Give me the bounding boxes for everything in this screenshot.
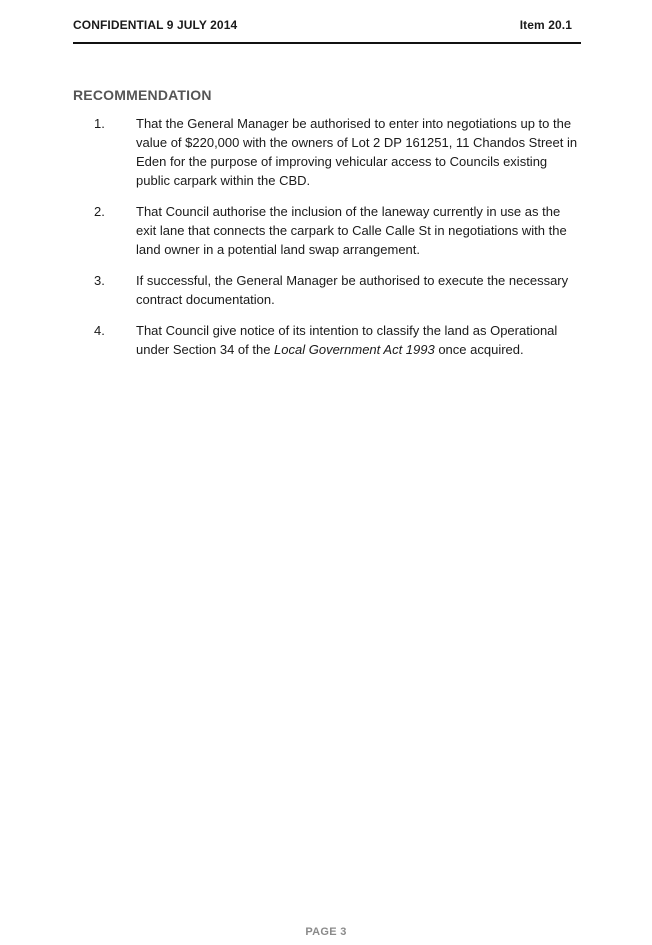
recommendation-text-tail: once acquired. <box>434 342 524 357</box>
recommendation-text: That the General Manager be authorised to enter into negotiations up to the value of $220,000 with the owners of Lot 2 DP 161251, 11 Chandos Street in Eden for the purpose of improving vehicular access to Councils existing public carpark within the CBD. <box>136 116 578 188</box>
header-confidential-date: CONFIDENTIAL 9 JULY 2014 <box>73 18 238 32</box>
recommendation-number: 2. <box>94 204 105 219</box>
recommendation-number: 1. <box>94 116 105 131</box>
recommendation-list <box>73 114 583 371</box>
recommendation-number: 3. <box>94 273 105 288</box>
recommendation-text: If successful, the General Manager be authorised to execute the necessary contract documentation. <box>136 273 569 307</box>
recommendation-item <box>73 114 583 190</box>
header-item-number: Item 20.1 <box>519 18 572 32</box>
recommendation-item <box>73 321 583 359</box>
recommendation-text: That Council authorise the inclusion of the laneway currently in use as the exit lane that connects the carpark to Calle Calle St in negotiations with the land owner in a potential land swap arrangement. <box>136 204 567 257</box>
recommendation-text <box>136 321 583 359</box>
recommendation-item <box>73 202 583 259</box>
recommendation-item <box>73 271 583 309</box>
recommendation-text-lead: That Council give notice of its intention to classify the land as Operational under Section 34 of the <box>136 323 558 357</box>
page-number: PAGE 3 <box>305 926 347 938</box>
recommendation-number: 4. <box>94 323 105 338</box>
page-header <box>73 18 581 44</box>
recommendation-heading: RECOMMENDATION <box>73 87 212 103</box>
act-title: Local Government Act 1993 <box>274 342 435 357</box>
